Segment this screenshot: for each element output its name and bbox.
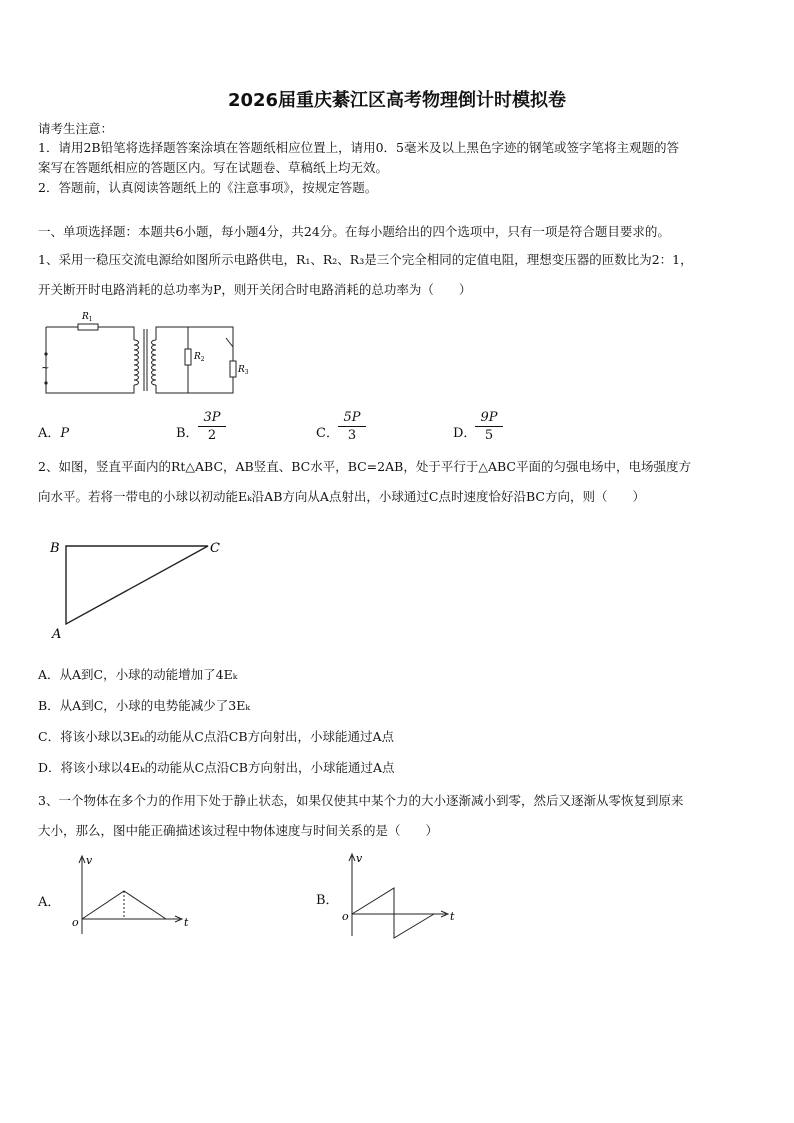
svg-text:t: t xyxy=(450,910,455,923)
svg-text:o: o xyxy=(72,916,79,929)
svg-text:v: v xyxy=(86,854,93,867)
q1-circuit-diagram xyxy=(38,305,248,397)
r2-label: $R_2$ xyxy=(194,352,205,363)
q2-option-d[interactable]: D．将该小球以4Eₖ的动能从C点沿CB方向射出，小球能通过A点 xyxy=(38,760,395,775)
q2-stem-line-1: 2、如图，竖直平面内的Rt△ABC，AB竖直、BC水平，BC=2AB，处于平行于△ABC平面的匀强电场中，电场强度方 xyxy=(38,459,691,474)
notice-item-1-line-1: 1．请用2B铅笔将选择题答案涂填在答题纸相应位置上，请用0．5毫米及以上黑色字迹的钢笔或签字笔将主观题的答 xyxy=(38,140,679,155)
q1-stem-line-2: 开关断开时电路消耗的总功率为P，则开关闭合时电路消耗的总功率为（ ） xyxy=(38,282,472,297)
q2-stem-line-2: 向水平。若将一带电的小球以初动能Eₖ沿AB方向从A点射出，小球通过C点时速度恰好沿BC方向，则（ ） xyxy=(38,489,645,504)
r3-label: $R_3$ xyxy=(238,365,249,376)
ac-source-symbol: ~ xyxy=(41,363,50,374)
section-1-heading: 一、单项选择题：本题共6小题，每小题4分，共24分。在每小题给出的四个选项中，只有一项是符合题目要求的。 xyxy=(38,224,670,239)
notice-item-2: 2．答题前，认真阅读答题纸上的《注意事项》，按规定答题。 xyxy=(38,180,378,195)
page-title: 2026届重庆綦江区高考物理倒计时模拟卷 xyxy=(227,90,567,111)
notice-item-1-line-2: 案写在答题纸相应的答题区内。写在试题卷、草稿纸上均无效。 xyxy=(38,160,389,175)
svg-text:t: t xyxy=(184,916,189,929)
q2-option-b[interactable]: B．从A到C，小球的电势能减少了3Eₖ xyxy=(38,698,250,713)
q3-option-a-label[interactable]: A． xyxy=(38,895,61,910)
q2-triangle-diagram xyxy=(48,536,228,642)
q1-option-c-fraction: $\frac{5P}{3}$ xyxy=(338,409,366,444)
svg-text:v: v xyxy=(356,852,363,865)
q3-graph-a xyxy=(70,852,200,938)
point-c-label: C xyxy=(210,541,220,556)
q1-option-b-label[interactable]: B． xyxy=(176,426,199,441)
point-b-label: B xyxy=(50,541,60,556)
q2-option-c[interactable]: C．将该小球以3Eₖ的动能从C点沿CB方向射出，小球能通过A点 xyxy=(38,729,395,744)
r1-label: $R_1$ xyxy=(82,312,93,323)
q1-option-d-label[interactable]: D． xyxy=(453,426,477,441)
q1-option-c-label[interactable]: C． xyxy=(316,426,339,441)
q1-stem-line-1: 1、采用一稳压交流电源给如图所示电路供电，R₁、R₂、R₃是三个完全相同的定值电阻，理想变压器的匝数比为2：1， xyxy=(38,252,693,267)
svg-text:o: o xyxy=(342,910,349,923)
q1-option-d-fraction: $\frac{9P}{5}$ xyxy=(475,409,503,444)
q2-option-a[interactable]: A．从A到C，小球的动能增加了4Eₖ xyxy=(38,667,238,682)
notice-heading: 请考生注意： xyxy=(38,121,114,136)
point-a-label: A xyxy=(52,627,62,642)
q3-stem-line-2: 大小，那么，图中能正确描述该过程中物体速度与时间关系的是（ ） xyxy=(38,823,439,838)
q3-option-b-label[interactable]: B． xyxy=(316,893,339,908)
q3-graph-b xyxy=(340,850,470,940)
q3-stem-line-1: 3、一个物体在多个力的作用下处于静止状态，如果仅使其中某个力的大小逐渐减小到零，然后又逐渐从零恢复到原来 xyxy=(38,793,684,808)
q1-option-a[interactable]: A．P xyxy=(38,426,70,441)
q1-option-b-fraction: $\frac{3P}{2}$ xyxy=(198,409,226,444)
